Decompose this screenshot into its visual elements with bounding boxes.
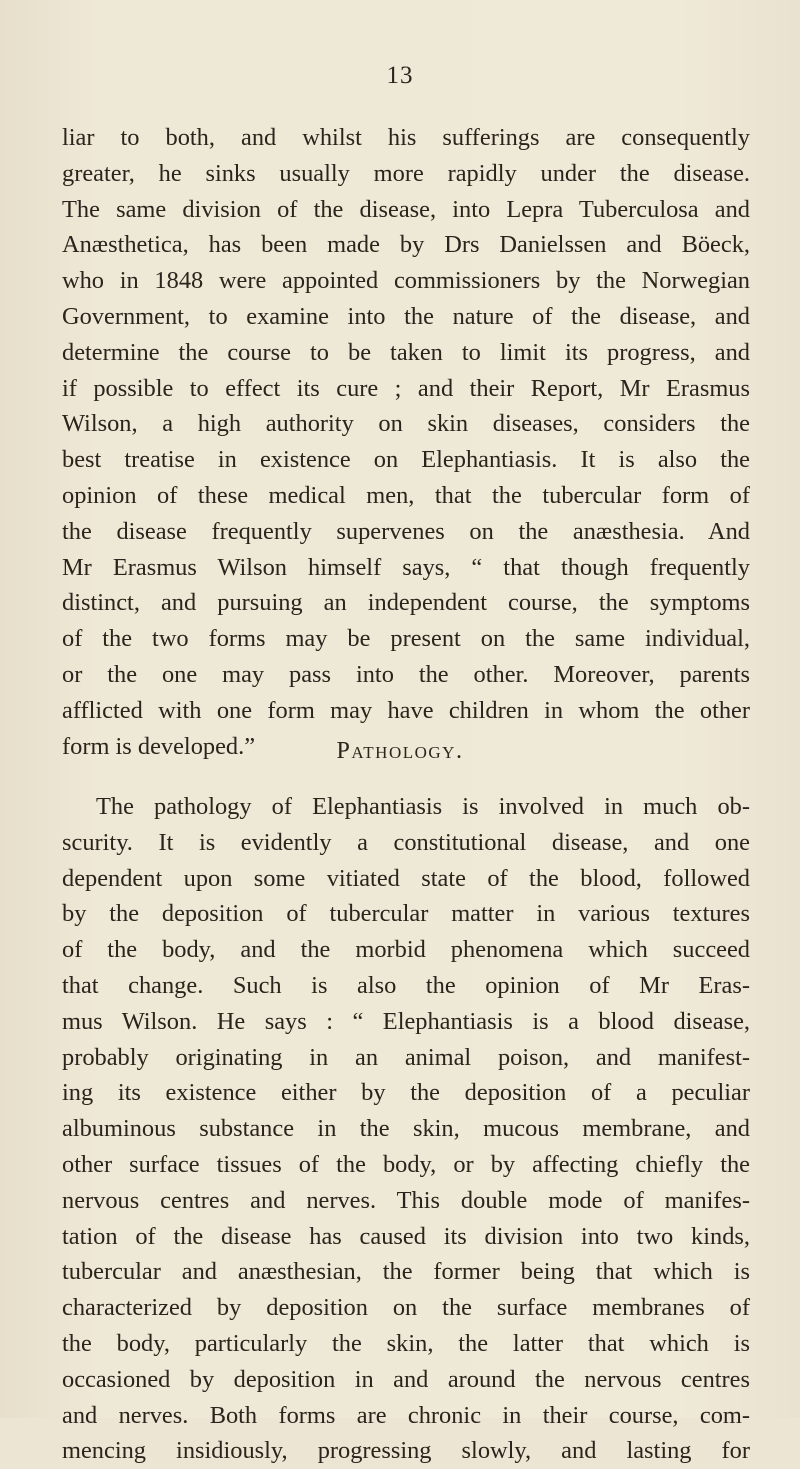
text-line: best treatise in existence on Elephantiasis. It is also the — [62, 446, 750, 474]
text-line: albuminous substance in the skin, mucous membrane, and — [62, 1115, 750, 1143]
text-line: dependent upon some vitiated state of the blood, followed — [62, 864, 750, 892]
section-heading: Pathology. — [336, 738, 464, 764]
text-line: the body, particularly the skin, the latter that which is — [62, 1329, 750, 1357]
paragraph-contagion — [62, 120, 750, 764]
text-line: tation of the disease has caused its division into two kinds, — [62, 1222, 750, 1250]
text-line: characterized by deposition on the surface membranes of — [62, 1294, 750, 1322]
text-line: of the body, and the morbid phenomena which succeed — [62, 936, 750, 964]
text-line: probably originating in an animal poison, and manifest- — [62, 1043, 750, 1071]
text-line: mus Wilson. He says : “ Elephantiasis is a blood disease, — [62, 1007, 750, 1035]
text-line: nervous centres and nerves. This double mode of manifes- — [62, 1186, 750, 1214]
page-number: 13 — [386, 62, 414, 89]
text-line: liar to both, and whilst his sufferings are consequently — [62, 124, 750, 151]
text-line: who in 1848 were appointed commissioners by the Norwegian — [62, 267, 750, 295]
text-line: the disease frequently supervenes on the anæsthesia. And — [62, 517, 750, 545]
paragraph-pathology — [62, 789, 750, 1469]
text-line: occasioned by deposition in and around the nervous centres — [62, 1365, 750, 1393]
text-line: ing its existence either by the deposition of a peculiar — [62, 1079, 750, 1107]
text-line: by the deposition of tubercular matter in various textures — [62, 900, 750, 928]
text-line: of the two forms may be present on the same individual, — [62, 625, 750, 653]
text-line: greater, he sinks usually more rapidly under the disease. — [62, 159, 750, 187]
text-line: determine the course to be taken to limit its progress, and — [62, 338, 750, 366]
text-line: Anæsthetica, has been made by Drs Danielssen and Böeck, — [62, 231, 750, 259]
text-line: Wilson, a high authority on skin diseases, considers the — [62, 410, 750, 438]
text-line: that change. Such is also the opinion of Mr Eras- — [62, 971, 750, 999]
text-line: The same division of the disease, into Lepra Tuberculosa and — [62, 195, 750, 223]
text-line: Government, to examine into the nature of the disease, and — [62, 302, 750, 330]
text-line: or the one may pass into the other. Moreover, parents — [62, 660, 750, 688]
text-line: Mr Erasmus Wilson himself says, “ that though frequently — [62, 553, 750, 581]
text-line: mencing insidiously, progressing slowly, and lasting for — [62, 1437, 750, 1465]
text-line: form is developed.” — [62, 732, 256, 760]
text-line: afflicted with one form may have children in whom the other — [62, 696, 750, 724]
text-line: tubercular and anæsthesian, the former being that which is — [62, 1258, 750, 1286]
text-line: scurity. It is evidently a constitutional disease, and one — [62, 828, 750, 856]
text-line: The pathology of Elephantiasis is involved in much ob- — [96, 793, 750, 820]
text-line: other surface tissues of the body, or by affecting chiefly the — [62, 1150, 750, 1178]
text-line: if possible to effect its cure ; and their Report, Mr Erasmus — [62, 374, 750, 402]
text-line: distinct, and pursuing an independent course, the symptoms — [62, 589, 750, 617]
text-line: opinion of these medical men, that the tubercular form of — [62, 481, 750, 509]
text-line: and nerves. Both forms are chronic in their course, com- — [62, 1401, 750, 1429]
